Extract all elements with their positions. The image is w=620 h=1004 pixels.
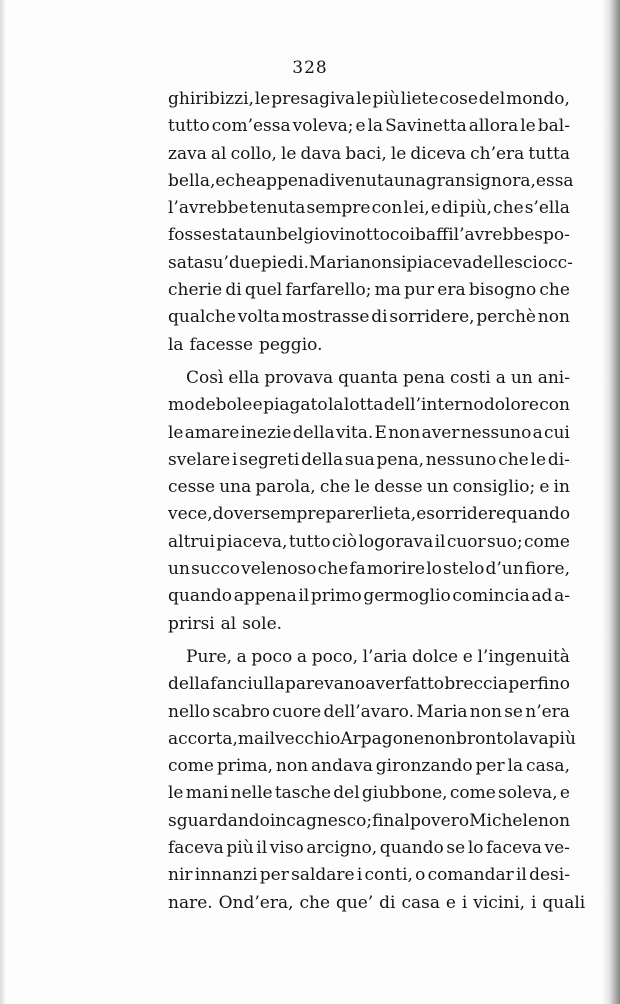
text-line — [168, 780, 570, 807]
word: del — [478, 89, 506, 109]
word: fa — [349, 559, 366, 580]
word: se — [446, 838, 466, 859]
word: non — [537, 307, 570, 328]
word: que’ — [335, 892, 374, 913]
word: le — [168, 783, 184, 804]
text-line — [168, 447, 570, 474]
text-line — [168, 304, 570, 331]
word: Maria — [308, 252, 361, 273]
word: le — [254, 89, 271, 109]
word: n’era — [525, 701, 570, 722]
word: dell’avaro. — [323, 701, 415, 722]
word: nare. — [168, 892, 213, 913]
word: gran — [425, 170, 466, 191]
word: ve- — [544, 838, 570, 859]
word: la — [327, 395, 344, 416]
word: sata — [168, 252, 204, 273]
word: fin — [372, 810, 395, 831]
word: innanzi — [194, 865, 258, 886]
word: a — [495, 367, 506, 388]
word: provava — [264, 367, 334, 388]
word: al — [210, 143, 227, 164]
text-line — [168, 699, 570, 726]
word: e — [355, 116, 366, 137]
word: e — [462, 646, 473, 667]
word: tutta — [528, 143, 570, 164]
word: un — [254, 225, 277, 246]
word: su’ — [203, 252, 229, 273]
text-line — [168, 222, 570, 249]
word: cuor — [446, 531, 486, 552]
word: poco — [251, 646, 293, 667]
text-line — [168, 529, 570, 556]
word: poco, — [311, 646, 358, 667]
word: dolce — [411, 646, 459, 667]
word: bal- — [537, 116, 570, 137]
word: piagato — [263, 395, 328, 416]
word: ma — [237, 728, 265, 749]
word: lotta — [343, 395, 384, 416]
word: saldare — [291, 865, 355, 886]
word: Arpagone — [340, 728, 424, 749]
word: appena — [255, 170, 319, 191]
word: i — [356, 865, 363, 886]
word: più — [548, 728, 576, 749]
word: dell’interno — [383, 395, 484, 416]
word: vicini, — [473, 892, 526, 913]
word: sorridere — [426, 504, 507, 525]
word: il — [434, 531, 446, 552]
word: ella — [228, 367, 260, 388]
word: a- — [554, 586, 570, 607]
word: tutto — [168, 116, 210, 137]
word: un — [426, 477, 449, 498]
word: a — [532, 422, 543, 443]
word: fiore, — [524, 559, 570, 580]
word: di — [379, 892, 396, 913]
word: zava — [168, 143, 207, 164]
word: un — [510, 367, 533, 388]
word: non — [360, 252, 393, 273]
word: era — [437, 280, 466, 301]
word: e — [430, 198, 441, 219]
word: fosse — [168, 225, 213, 246]
word: della — [168, 674, 210, 695]
word: presagiva — [271, 89, 356, 109]
word: cose — [439, 89, 478, 109]
word: un — [168, 559, 190, 580]
word: dolore — [483, 395, 539, 416]
word: le — [168, 422, 184, 443]
word: nessuno — [460, 422, 532, 443]
word: se — [504, 701, 523, 722]
word: volta — [237, 307, 280, 328]
word: gironzando — [375, 756, 473, 777]
word: cui — [543, 422, 570, 443]
word: pena, — [376, 449, 424, 470]
word: d’un — [485, 559, 524, 580]
word: le — [520, 116, 536, 137]
word: perchè — [476, 307, 536, 328]
word: parola, — [255, 477, 316, 498]
word: costi — [449, 367, 491, 388]
word: l’avrebbe — [168, 198, 249, 219]
text-line — [168, 420, 570, 447]
word: casa — [401, 892, 440, 913]
word: le — [390, 143, 407, 164]
word: i — [531, 892, 537, 913]
word: piaceva — [406, 252, 473, 273]
text-line — [168, 862, 570, 889]
word: non — [537, 810, 571, 831]
word: non — [469, 701, 502, 722]
word: Maria — [416, 701, 468, 722]
word: spo- — [534, 225, 570, 246]
word: prirsi — [168, 613, 215, 634]
word: come — [449, 783, 496, 804]
word: vece, — [168, 504, 213, 525]
word: le — [280, 143, 297, 164]
word: a — [236, 646, 247, 667]
text-line — [168, 611, 570, 638]
word: una — [393, 170, 426, 191]
word: le — [354, 477, 370, 498]
word: succo — [191, 559, 241, 580]
word: sguardando — [168, 810, 270, 831]
text-line — [168, 250, 573, 277]
word: logorava — [358, 531, 434, 552]
text-line — [168, 392, 570, 419]
word: altrui — [168, 531, 215, 552]
word: perfino — [508, 674, 570, 695]
word: vita. — [335, 422, 374, 443]
word: signora, — [466, 170, 536, 191]
word: e — [215, 170, 226, 191]
word: povero — [409, 810, 470, 831]
word: la — [367, 116, 384, 137]
word: si — [392, 252, 407, 273]
word: essa — [535, 170, 574, 191]
word: prima, — [216, 756, 273, 777]
word: o — [415, 865, 426, 886]
word: più — [372, 89, 400, 109]
word: diceva — [410, 143, 467, 164]
word: breccia — [444, 674, 509, 695]
text-line — [168, 808, 570, 835]
word: mani — [185, 783, 229, 804]
word: la — [507, 756, 524, 777]
word: dover — [212, 504, 262, 525]
word: che — [539, 280, 570, 301]
word: quando — [506, 504, 571, 525]
word: che — [319, 477, 351, 498]
text-line — [168, 726, 576, 753]
word: l’avrebbe — [453, 225, 535, 246]
word: debole — [194, 395, 253, 416]
word: comandar — [427, 865, 514, 886]
word: cesse — [168, 477, 216, 498]
word: ani- — [537, 367, 570, 388]
word: quando — [379, 838, 444, 859]
word: mostrasse — [281, 307, 370, 328]
word: sorridere, — [389, 307, 475, 328]
word: non — [423, 728, 457, 749]
word: il — [515, 865, 527, 886]
word: Così — [186, 367, 224, 388]
word: sua — [344, 449, 375, 470]
word: quali — [542, 892, 586, 913]
word: velenoso — [241, 559, 317, 580]
word: due — [228, 252, 261, 273]
word: segreti — [239, 449, 300, 470]
word: il — [264, 728, 276, 749]
word: aver — [365, 674, 404, 695]
word: stata — [212, 225, 255, 246]
word: bella, — [168, 170, 216, 191]
word: quanta — [338, 367, 399, 388]
word: ghiribizzi, — [168, 89, 254, 109]
text-line — [168, 890, 586, 917]
word: suo; — [487, 531, 523, 552]
word: fatto — [403, 674, 445, 695]
word: Michele — [469, 810, 538, 831]
word: una — [219, 477, 252, 498]
word: sempre — [261, 504, 326, 525]
word: soleva, — [498, 783, 558, 804]
word: e — [559, 783, 570, 804]
word: con — [371, 198, 403, 219]
text-line — [168, 113, 570, 140]
word: piedi. — [260, 252, 309, 273]
word: coi — [389, 225, 416, 246]
word: cagnesco; — [286, 810, 373, 831]
text-line — [168, 753, 570, 780]
text-line — [168, 277, 570, 304]
word: mo — [168, 395, 195, 416]
text-line — [168, 195, 570, 222]
word: Savinetta — [385, 116, 467, 137]
word: in — [269, 810, 287, 831]
word: voleva; — [292, 116, 354, 137]
word: Ond’era, — [218, 892, 294, 913]
word: E — [374, 422, 387, 443]
word: sciocc- — [514, 252, 573, 273]
word: di- — [547, 449, 570, 470]
body-text — [168, 86, 586, 917]
word: nir — [168, 865, 193, 886]
word: il — [256, 838, 268, 859]
word: lo — [467, 838, 484, 859]
word: allora — [468, 116, 519, 137]
word: comincia — [452, 586, 530, 607]
word: ma — [374, 280, 401, 301]
word: svelare — [168, 449, 231, 470]
word: tutto — [288, 531, 331, 552]
word: che — [498, 449, 529, 470]
word: in — [553, 477, 570, 498]
word: farfarello; — [285, 280, 372, 301]
word: ch’era — [470, 143, 525, 164]
page-number: 328 — [292, 58, 328, 78]
word: l’ingenuità — [477, 646, 570, 667]
word: di — [225, 280, 242, 301]
word: nello — [168, 701, 211, 722]
word: al — [394, 810, 410, 831]
word: per — [259, 865, 289, 886]
word: e — [416, 504, 427, 525]
word: peggio. — [258, 334, 323, 355]
text-line — [168, 556, 570, 583]
word: vecchio — [275, 728, 341, 749]
word: bisogno — [468, 280, 537, 301]
word: di — [371, 307, 388, 328]
word: che — [225, 170, 256, 191]
text-line — [168, 671, 570, 698]
word: pur — [404, 280, 435, 301]
word: consiglio; — [452, 477, 536, 498]
word: tenuta — [249, 198, 306, 219]
word: che — [493, 198, 524, 219]
word: quando — [168, 586, 233, 607]
word: scabro — [212, 701, 271, 722]
word: la — [168, 334, 184, 355]
paragraph — [168, 644, 586, 917]
word: le — [530, 449, 547, 470]
text-line — [168, 835, 570, 862]
word: come — [168, 756, 214, 777]
word: divenuta — [319, 170, 394, 191]
word: lei, — [403, 198, 430, 219]
word: brontolava — [456, 728, 549, 749]
word: della — [301, 449, 344, 470]
word: i — [231, 449, 238, 470]
word: arcigno, — [306, 838, 378, 859]
word: sempre — [306, 198, 371, 219]
word: lo — [426, 559, 442, 580]
word: inezie — [240, 422, 292, 443]
word: germoglio — [363, 586, 451, 607]
word: casa, — [526, 756, 570, 777]
word: piaceva, — [216, 531, 288, 552]
text-line — [168, 168, 574, 195]
word: lieta, — [372, 504, 417, 525]
word: desi- — [529, 865, 570, 886]
word: giubbone, — [361, 783, 448, 804]
paragraph — [168, 86, 574, 359]
word: del — [333, 783, 360, 804]
word: primo — [310, 586, 362, 607]
word: le — [356, 89, 372, 109]
word: qualche — [168, 307, 236, 328]
word: non — [275, 756, 309, 777]
word: della — [292, 422, 335, 443]
text-line — [168, 583, 570, 610]
word: non — [388, 422, 421, 443]
word: liete — [400, 89, 439, 109]
word: faceva — [486, 838, 542, 859]
text-line — [168, 644, 570, 671]
word: che — [299, 892, 330, 913]
word: ciò — [331, 531, 358, 552]
word: con — [539, 395, 570, 416]
word: parer — [325, 504, 373, 525]
word: che — [317, 559, 349, 580]
word: bel — [276, 225, 304, 246]
word: di — [441, 198, 459, 219]
text-line — [168, 474, 570, 501]
word: com’essa — [211, 116, 291, 137]
word: stelo — [443, 559, 485, 580]
word: i — [461, 892, 468, 913]
word: accorta, — [168, 728, 238, 749]
word: e — [539, 477, 550, 498]
word: Pure, — [186, 646, 232, 667]
word: amare — [184, 422, 240, 443]
word: più — [226, 838, 254, 859]
word: faceva — [168, 838, 224, 859]
word: giovinotto — [303, 225, 390, 246]
word: andava — [311, 756, 373, 777]
word: come — [524, 531, 570, 552]
word: più, — [459, 198, 493, 219]
scan-shadow-right — [602, 0, 620, 1004]
word: dava — [300, 143, 342, 164]
word: facesse — [189, 334, 254, 355]
word: il — [298, 586, 310, 607]
word: a — [296, 646, 308, 667]
text-line — [168, 141, 570, 168]
word: appena — [233, 586, 297, 607]
word: baffi — [415, 225, 454, 246]
scan-shadow-left — [0, 0, 6, 1004]
word: parevano — [284, 674, 366, 695]
word: s’ella — [524, 198, 570, 219]
word: fanciulla — [210, 674, 285, 695]
text-line — [168, 332, 570, 359]
word: cuore — [272, 701, 322, 722]
word: nessuno — [425, 449, 497, 470]
word: e — [252, 395, 263, 416]
word: per — [475, 756, 505, 777]
text-line — [168, 86, 570, 113]
word: collo, — [230, 143, 277, 164]
text-line — [168, 501, 570, 528]
word: viso — [269, 838, 304, 859]
word: cherie — [168, 280, 223, 301]
word: e — [445, 892, 456, 913]
word: nelle — [230, 783, 273, 804]
word: pena — [402, 367, 446, 388]
word: desse — [374, 477, 423, 498]
word: l’aria — [362, 646, 408, 667]
word: delle — [472, 252, 515, 273]
word: quel — [244, 280, 283, 301]
text-line — [168, 365, 570, 392]
paragraph — [168, 365, 570, 638]
word: baci, — [345, 143, 387, 164]
word: sole. — [242, 613, 283, 634]
word: mondo, — [506, 89, 570, 109]
word: aver — [421, 422, 460, 443]
word: conti, — [364, 865, 413, 886]
word: al — [220, 613, 237, 634]
word: morire — [366, 559, 426, 580]
word: ad — [531, 586, 553, 607]
word: tasche — [274, 783, 332, 804]
